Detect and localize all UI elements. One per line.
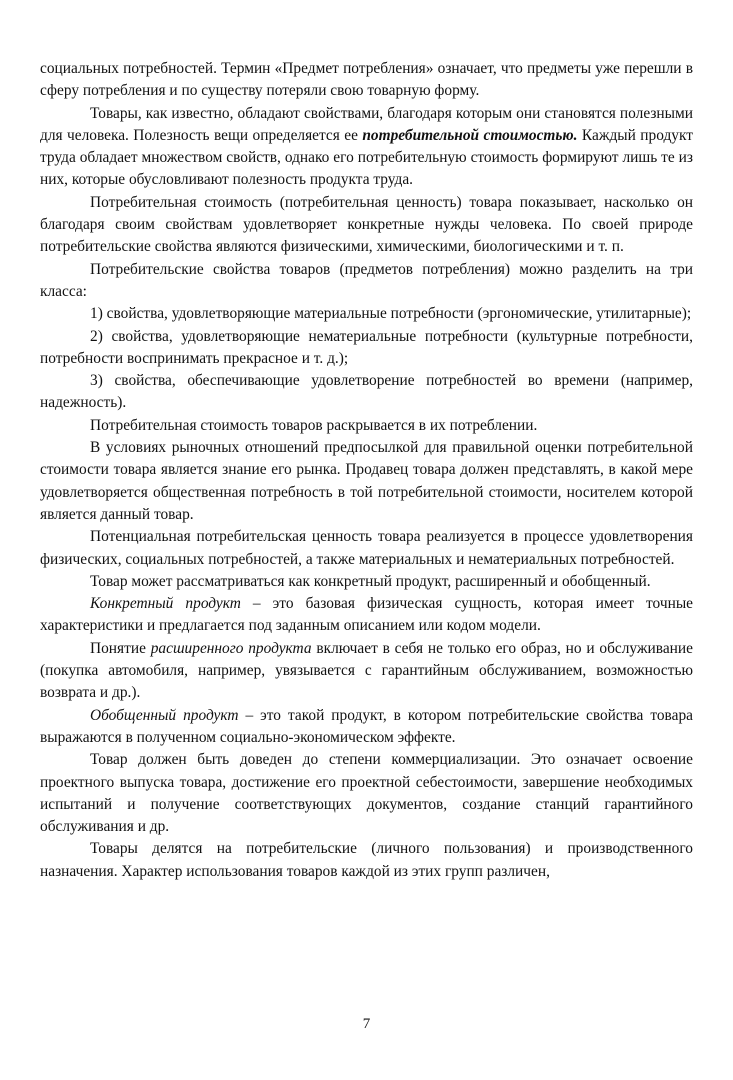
text-run: Товар должен быть доведен до степени коммерциализации. Это означает освоение проектного выпуска товара, достижение его проектной себестоимости, завершение необходимых испытаний и получение соответствующих документов, создание станций гарантийного обслуживания и др. (40, 751, 693, 836)
paragraph (40, 526, 693, 571)
page-number: 7 (362, 1016, 371, 1032)
paragraph (40, 749, 693, 838)
document-page (40, 58, 693, 883)
text-run: Потребительские свойства товаров (предметов потребления) можно разделить на три класса: (40, 260, 693, 300)
italic-term: Конкретный продукт (90, 595, 241, 613)
text-run: Товар может рассматриваться как конкретный продукт, расширенный и обобщенный. (90, 572, 651, 590)
text-run: Товары делятся на потребительские (личного пользования) и производственного назначения. Характер использования товаров каждой из этих групп различен, (40, 840, 693, 880)
text-run: 3) свойства, обеспечивающие удовлетворение потребностей во времени (например, надежность). (40, 372, 693, 412)
paragraph (40, 415, 693, 437)
text-run: Потребительная стоимость (потребительная ценность) товара показывает, насколько он благодаря своим свойствам удовлетворяет конкретные нужды человека. По своей природе потребительские свойства являются физическими, химическими, биологическими и т. п. (40, 193, 693, 256)
paragraph (40, 326, 693, 371)
text-run: включает в себя не только его образ, но и обслуживание (покупка автомобиля, например, увязывается с гарантийным обслуживанием, возможностью возврата и др.). (40, 639, 693, 702)
paragraph (40, 370, 693, 415)
paragraph (40, 571, 693, 593)
text-run: 2) свойства, удовлетворяющие нематериальные потребности (культурные потребности, потребности воспринимать прекрасное и т. д.); (40, 327, 693, 367)
italic-term: расширенного продукта (150, 639, 312, 657)
text-run: – это такой продукт, в котором потребительские свойства товара выражаются в полученном социально-экономическом эффекте. (40, 706, 693, 746)
paragraph (40, 838, 693, 883)
text-run: 1) свойства, удовлетворяющие материальные потребности (эргономические, утилитарные); (90, 305, 692, 323)
paragraph (40, 593, 693, 638)
text-run: – это базовая физическая сущность, которая имеет точные характеристики и предлагается под заданным описанием или кодом модели. (40, 595, 693, 635)
text-run: Понятие (90, 639, 151, 657)
text-run: Потенциальная потребительская ценность товара реализуется в процессе удовлетворения физических, социальных потребностей, а также материальных и нематериальных потребностей. (40, 528, 693, 568)
paragraph (40, 638, 693, 705)
emphasized-term: потребительной стоимостью. (362, 126, 578, 144)
text-run: Каждый продукт труда обладает множеством свойств, однако его потребительную стоимость формируют лишь те из них, которые обусловливают полезность продукта труда. (40, 126, 693, 189)
text-run: социальных потребностей. Термин «Предмет потребления» означает, что предметы уже перешли в сферу потребления и по существу потеряли свою товарную форму. (40, 60, 693, 100)
paragraph (40, 259, 693, 304)
paragraph (40, 192, 693, 259)
paragraph (40, 437, 693, 526)
paragraph (40, 705, 693, 750)
text-run: В условиях рыночных отношений предпосылкой для правильной оценки потребительной стоимости товара является знание его рынка. Продавец товара должен представлять, в какой мере удовлетворяется общественная потребность в той потребительной стоимости, носителем которой является данный товар. (40, 439, 693, 523)
text-run: Потребительная стоимость товаров раскрывается в их потреблении. (90, 416, 538, 434)
paragraph (40, 58, 693, 103)
paragraph (40, 303, 693, 325)
body-text (40, 58, 693, 883)
text-run: Товары, как известно, обладают свойствами, благодаря которым они становятся полезными для человека. Полезность вещи определяется ее (40, 104, 693, 144)
paragraph (40, 103, 693, 192)
italic-term: Обобщенный продукт (90, 706, 239, 724)
